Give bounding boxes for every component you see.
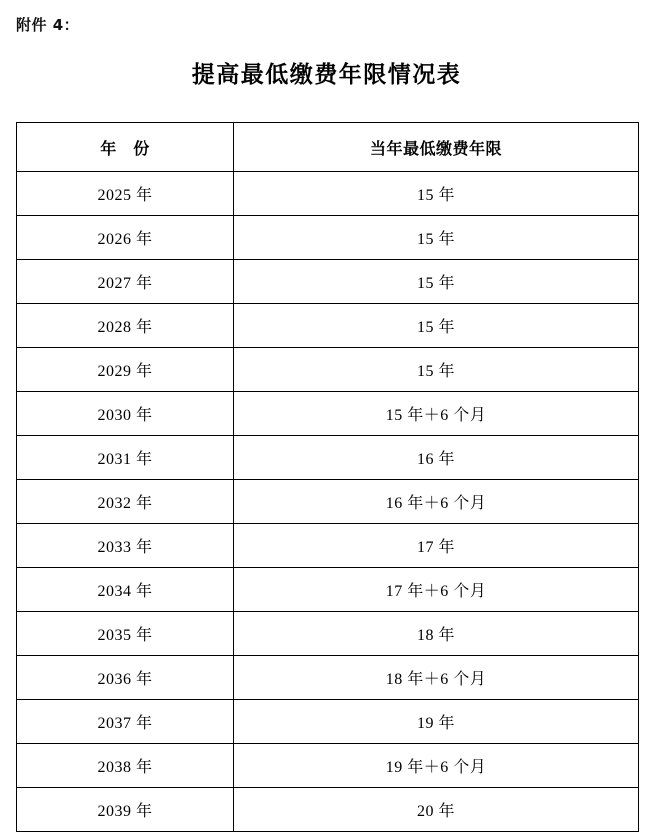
cell-minimum-years: 15 年: [234, 260, 639, 304]
cell-minimum-years: 15 年: [234, 304, 639, 348]
table-row: [17, 392, 639, 436]
cell-year: 2027 年: [17, 260, 234, 304]
cell-minimum-years: 19 年＋6 个月: [234, 744, 639, 788]
cell-minimum-years: 15 年: [234, 172, 639, 216]
page-title: 提高最低缴费年限情况表: [191, 62, 462, 88]
column-header-year: 年 份: [17, 123, 234, 172]
cell-year: 2034 年: [17, 568, 234, 612]
cell-year: 2026 年: [17, 216, 234, 260]
cell-year: 2038 年: [17, 744, 234, 788]
table-row: [17, 480, 639, 524]
table-row: [17, 436, 639, 480]
cell-minimum-years: 16 年: [234, 436, 639, 480]
table-row: [17, 568, 639, 612]
minimum-contribution-years-table: [16, 122, 639, 832]
table-header: [17, 123, 639, 172]
cell-year: 2029 年: [17, 348, 234, 392]
cell-minimum-years: 20 年: [234, 788, 639, 832]
table-row: [17, 612, 639, 656]
table-row: [17, 304, 639, 348]
cell-minimum-years: 15 年＋6 个月: [234, 392, 639, 436]
cell-minimum-years: 15 年: [234, 348, 639, 392]
cell-year: 2025 年: [17, 172, 234, 216]
cell-year: 2030 年: [17, 392, 234, 436]
table-header-row: [17, 123, 639, 172]
table-row: [17, 656, 639, 700]
table-row: [17, 348, 639, 392]
table-row: [17, 524, 639, 568]
table-row: [17, 744, 639, 788]
cell-year: 2028 年: [17, 304, 234, 348]
cell-year: 2031 年: [17, 436, 234, 480]
cell-minimum-years: 17 年＋6 个月: [234, 568, 639, 612]
cell-year: 2035 年: [17, 612, 234, 656]
table-row: [17, 700, 639, 744]
cell-minimum-years: 15 年: [234, 216, 639, 260]
table-row: [17, 172, 639, 216]
table-row: [17, 260, 639, 304]
column-header-minimum-years: 当年最低缴费年限: [234, 123, 639, 172]
table-row: [17, 216, 639, 260]
table-body: [17, 172, 639, 832]
attachment-label: 附件 4：: [16, 16, 80, 34]
cell-minimum-years: 17 年: [234, 524, 639, 568]
cell-year: 2039 年: [17, 788, 234, 832]
cell-year: 2036 年: [17, 656, 234, 700]
table-row: [17, 788, 639, 832]
cell-minimum-years: 18 年: [234, 612, 639, 656]
table-container: [16, 122, 636, 832]
cell-year: 2033 年: [17, 524, 234, 568]
cell-minimum-years: 18 年＋6 个月: [234, 656, 639, 700]
cell-minimum-years: 19 年: [234, 700, 639, 744]
cell-year: 2037 年: [17, 700, 234, 744]
cell-minimum-years: 16 年＋6 个月: [234, 480, 639, 524]
cell-year: 2032 年: [17, 480, 234, 524]
